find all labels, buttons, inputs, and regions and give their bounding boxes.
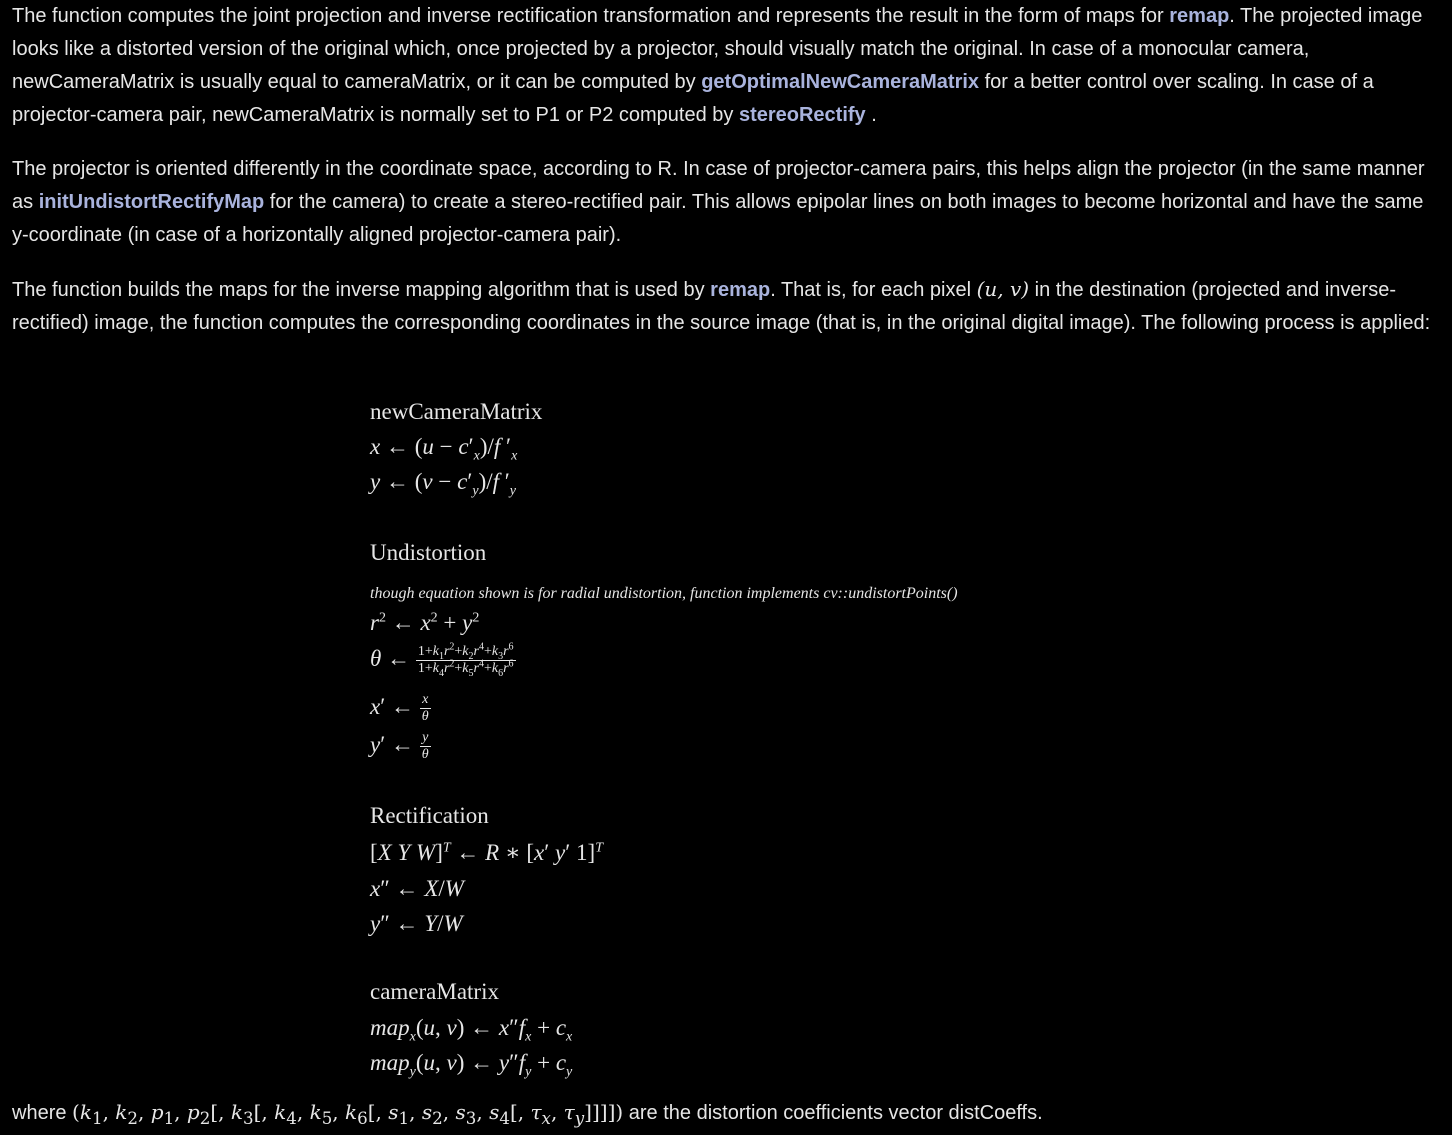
footer-text: where	[12, 1102, 73, 1124]
equation-y-prime: y′ ← $\frac{y}{\theta}$	[370, 730, 429, 763]
paragraph-text: .	[865, 104, 877, 126]
link-stereorectify[interactable]: stereoRectify	[738, 104, 866, 126]
equation-r2: $r^2$ ← $x^2 + y^2$	[370, 610, 480, 635]
paragraph-text: The function computes the joint projection and inverse rectification transformation and represents the result in the form of maps for	[12, 5, 1170, 27]
paragraph-intro	[12, 0, 1442, 132]
paragraph-text: The projector is oriented differently in the coordinate space, according to R. In case of projector-camera pairs, this helps align the projector (in the same manner as	[12, 158, 1425, 213]
section-title-cameramatrix: cameraMatrix	[370, 979, 499, 1004]
section-title-rectification: Rectification	[370, 803, 489, 828]
paragraph-text: in the destination (projected and inverse-rectified) image, the function computes the corresponding coordinates in the source image (that is, in the original digital image). The following process is applied:	[12, 279, 1431, 334]
theta-fraction: $\frac{1+k_1r^2+k_2r^4+k_3r^6}{1+k_4r^2+k_5r^4+k_6r^6}$	[417, 641, 514, 680]
link-initundistortrectifymap[interactable]: initUndistortRectifyMap	[38, 191, 265, 213]
section-title-undistortion: Undistortion	[370, 540, 487, 565]
paragraph-text: for the camera) to create a stereo-rectified pair. This allows epipolar lines on both images to become horizontal and have the same y-coordinate (in case of a horizontally aligned projector-camera pair).	[12, 191, 1424, 246]
paragraph-text: for a better control over scaling. In case of a projector-camera pair, newCameraMatrix is normally set to P1 or P2 computed by	[12, 71, 1374, 126]
link-remap[interactable]: remap	[1169, 5, 1230, 27]
pixel-coordinate-math: (u, v)	[976, 277, 1030, 301]
paragraph-text: . The projected image looks like a distorted version of the original which, once projected by a projector, should visually match the original. In case of a monocular camera, newCameraMatrix is usually equal to cameraMatrix, or it can be computed by	[12, 5, 1423, 93]
distortion-coefficients-line	[12, 1096, 1043, 1135]
coefficients-math: ($k_1$, $k_2$, $p_1$, $p_2$[, $k_3$[, $k_4$, $k_5$, $k_6$[, $s_1$, $s_2$, $s_3$, $s_4$[, $\tau_x$, $\tau_y$]]]])	[72, 1100, 624, 1128]
paragraph-projector	[12, 153, 1442, 252]
paragraph-text: . That is, for each pixel	[770, 279, 977, 301]
paragraph-text: The function builds the maps for the inverse mapping algorithm that is used by	[12, 279, 711, 301]
undistortion-note: though equation shown is for radial undistortion, function implements cv::undistortPoints()	[370, 585, 958, 602]
equation-x: x ← $(u - c'_x)/f$ $'_x$	[370, 434, 518, 464]
equation-map-y: map$_y$(u, v) ← $y''f_y + c_y$	[370, 1050, 573, 1080]
equation-x-double-prime: x″ ← X/W	[370, 876, 464, 901]
link-remap-2[interactable]: remap	[710, 279, 771, 301]
paragraph-maps	[12, 273, 1442, 340]
footer-text: are the distortion coefficients vector distCoeffs.	[623, 1102, 1043, 1124]
equation-y-double-prime: y″ ← Y/W	[370, 911, 463, 936]
link-getoptimalnewcameramatrix[interactable]: getOptimalNewCameraMatrix	[701, 71, 980, 93]
equation-y: y ← $(v - c'_y)/f$ $'_y$	[370, 469, 517, 499]
equation-rectification: [X Y W]$^T$ ← R ∗ [x′ y′ 1]$^T$	[370, 840, 603, 865]
section-title-newcameramatrix: newCameraMatrix	[370, 399, 543, 424]
equation-x-prime: x′ ← $\frac{x}{\theta}$	[370, 692, 429, 725]
equation-map-x: map$_x$(u, v) ← $x''f_x + c_x$	[370, 1015, 573, 1045]
equation-theta: θ ← $\frac{1+k_1r^2+k_2r^4+k_3r^6}{1+k_4r^2+k_5r^4+k_6r^6}$	[370, 641, 514, 680]
